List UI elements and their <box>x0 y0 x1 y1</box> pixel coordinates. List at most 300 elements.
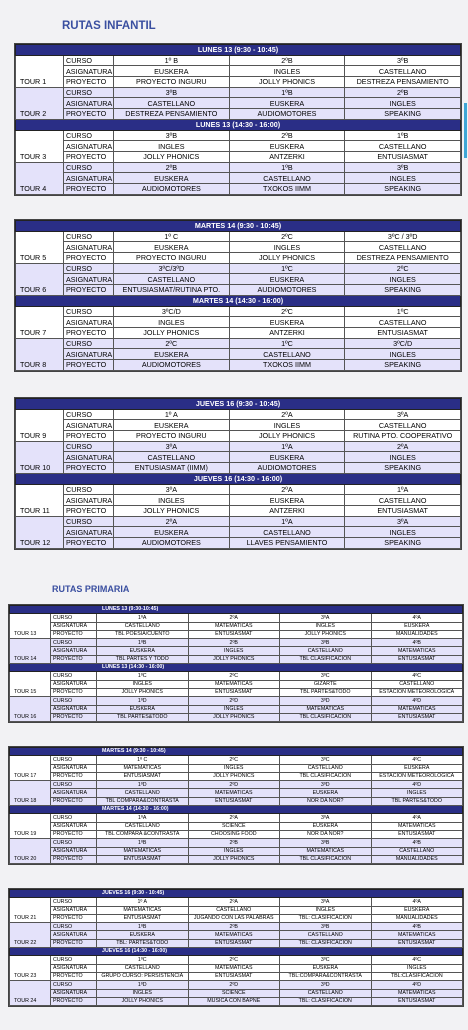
row-label: ASIGNATURA <box>64 452 114 463</box>
table-cell: ENTUSIASMAT <box>371 997 463 1005</box>
table-row <box>16 409 461 420</box>
row-label: CURSO <box>51 923 97 931</box>
table-cell: 2ºB <box>188 639 280 647</box>
tour-label: TOUR 14 <box>10 639 51 664</box>
table-row <box>16 141 461 152</box>
table-cell: EUSKERA <box>114 242 230 253</box>
table-cell: ENTUSIASMAT <box>188 939 280 947</box>
tour-label: TOUR 11 <box>16 484 64 516</box>
table-row <box>16 338 461 349</box>
table-cell: INGLES <box>97 680 189 688</box>
table-cell: PROYECTO INGURU <box>114 77 230 88</box>
table-cell: CASTELLANO <box>345 317 461 328</box>
table-cell: TBL: PARTES&TODO <box>97 939 189 947</box>
table-row <box>16 183 461 194</box>
table-cell: 3ºC / 3ºD <box>345 231 461 242</box>
table-cell: ENTUSIASMAT <box>345 505 461 516</box>
table-row <box>10 756 463 764</box>
tour-label: TOUR 13 <box>10 614 51 639</box>
table-cell: 2ºB <box>229 130 345 141</box>
table-cell: TBL COMPARA&CONTRASTA <box>97 797 189 805</box>
session-header: MARTES 14 (9:30 - 10:45) <box>10 748 463 756</box>
table-cell: 1ºC <box>229 338 345 349</box>
tour-label: TOUR 2 <box>16 87 64 119</box>
table-cell: EUSKERA <box>280 789 372 797</box>
table-row <box>16 359 461 370</box>
table-row <box>16 306 461 317</box>
row-label: CURSO <box>64 516 114 527</box>
tour-label: TOUR 8 <box>16 338 64 370</box>
tour-label: TOUR 18 <box>10 781 51 806</box>
table-cell: 1ºD <box>97 697 189 705</box>
table-cell: 3ºC/D <box>345 338 461 349</box>
table-cell: ENTUSIASMAT <box>371 655 463 663</box>
table-cell: CASTELLANO <box>97 964 189 972</box>
table-cell: MATEMATICAS <box>97 847 189 855</box>
table-cell: CASTELLANO <box>280 989 372 997</box>
table-cell: 1ºB <box>345 130 461 141</box>
table-cell: 2ºA <box>188 898 280 906</box>
table-row <box>10 906 463 914</box>
table-cell: INGLES <box>280 906 372 914</box>
row-label: PROYECTO <box>64 359 114 370</box>
table-cell: NOR DA NOR? <box>280 797 372 805</box>
table-row <box>16 98 461 109</box>
table-cell: 4ºC <box>371 756 463 764</box>
table-cell: 3ºA <box>345 409 461 420</box>
row-label: PROYECTO <box>51 855 97 863</box>
table-cell: MATEMATICAS <box>371 647 463 655</box>
table-cell: 4ºB <box>371 639 463 647</box>
tour-label: TOUR 9 <box>16 409 64 441</box>
table-cell: EUSKERA <box>114 420 230 431</box>
table-cell: MANUALIDADES <box>371 914 463 922</box>
table-cell: 3ºC/3ºD <box>114 263 230 274</box>
table-cell: DESTREZA PENSAMIENTO <box>345 77 461 88</box>
row-label: PROYECTO <box>51 688 97 696</box>
row-label: PROYECTO <box>64 327 114 338</box>
session-header-row <box>10 664 463 672</box>
row-label: ASIGNATURA <box>51 705 97 713</box>
table-cell: ENTUSIASMAT <box>345 327 461 338</box>
table-cell: INGLES <box>345 452 461 463</box>
session-header-row <box>16 399 461 410</box>
tour-label: TOUR 19 <box>10 814 51 839</box>
row-label: CURSO <box>64 263 114 274</box>
session-header: LUNES 13 (9:30 - 10:45) <box>16 45 461 56</box>
table-cell: MATEMATICAS <box>188 680 280 688</box>
tour-label: TOUR 17 <box>10 756 51 781</box>
table-row <box>10 630 463 638</box>
table-cell: 1ºC <box>97 956 189 964</box>
row-label: ASIGNATURA <box>64 242 114 253</box>
table-cell: 1ºC <box>97 672 189 680</box>
table-cell: EUSKERA <box>229 452 345 463</box>
tour-label: TOUR 23 <box>10 956 51 981</box>
table-cell: CASTELLANO <box>280 647 372 655</box>
table-cell: LLAVES PENSAMIENTO <box>229 537 345 548</box>
row-label: PROYECTO <box>64 505 114 516</box>
row-label: PROYECTO <box>51 939 97 947</box>
row-label: CURSO <box>64 130 114 141</box>
session-header: JUEVES 16 (14:30 - 16:00) <box>10 948 463 956</box>
table-cell: AUDIOMOTORES <box>114 359 230 370</box>
table-cell: 4ºD <box>371 697 463 705</box>
table-row <box>16 495 461 506</box>
table-row <box>16 55 461 66</box>
row-label: CURSO <box>51 614 97 622</box>
table-cell: JOLLY PHONICS <box>229 77 345 88</box>
table-cell: 2ºB <box>188 839 280 847</box>
session-header-row <box>16 119 461 130</box>
session-header: JUEVES 16 (14:30 - 16:00) <box>16 473 461 484</box>
table-cell: JOLLY PHONICS <box>97 997 189 1005</box>
table-row <box>16 253 461 264</box>
table-cell: 1º A <box>114 409 230 420</box>
table-row <box>16 463 461 474</box>
tour-label: TOUR 16 <box>10 697 51 722</box>
table-cell: NOR DA NOR? <box>280 830 372 838</box>
table-cell: EUSKERA <box>97 705 189 713</box>
row-label: PROYECTO <box>64 77 114 88</box>
schedule-table <box>9 605 463 722</box>
table-cell: MATEMATICAS <box>188 964 280 972</box>
tour-label: TOUR 7 <box>16 306 64 338</box>
row-label: PROYECTO <box>51 914 97 922</box>
row-label: PROYECTO <box>64 109 114 120</box>
table-cell: EUSKERA <box>114 349 230 360</box>
table-cell: 2ºA <box>188 614 280 622</box>
table-cell: CASTELLANO <box>229 349 345 360</box>
row-label: CURSO <box>64 162 114 173</box>
table-cell: 3ºA <box>114 441 230 452</box>
table-cell: EUSKERA <box>371 622 463 630</box>
table-cell: MATEMATICAS <box>371 989 463 997</box>
table-cell: MATEMATICAS <box>97 764 189 772</box>
table-row <box>16 242 461 253</box>
session-header: JUEVES 16 (9:30 - 10:45) <box>16 399 461 410</box>
primaria-day-block <box>8 746 464 865</box>
table-cell: JOLLY PHONICS <box>188 855 280 863</box>
row-label: ASIGNATURA <box>51 789 97 797</box>
table-cell: INGLES <box>345 98 461 109</box>
table-cell: MÚSICA CON BAPNE <box>188 997 280 1005</box>
table-cell: INGLES <box>188 705 280 713</box>
table-cell: EUSKERA <box>229 317 345 328</box>
row-label: CURSO <box>51 898 97 906</box>
table-row <box>10 822 463 830</box>
table-row <box>10 655 463 663</box>
row-label: CURSO <box>64 87 114 98</box>
table-cell: TBL: CLASIFICACIÓN <box>280 939 372 947</box>
table-cell: AUDIOMOTORES <box>229 109 345 120</box>
row-label: ASIGNATURA <box>51 847 97 855</box>
table-cell: JOLLY PHONICS <box>280 630 372 638</box>
table-row <box>10 789 463 797</box>
table-row <box>10 923 463 931</box>
table-cell: ENTUSIASMAT <box>345 151 461 162</box>
row-label: CURSO <box>64 306 114 317</box>
table-cell: ANTZERKI <box>229 327 345 338</box>
table-cell: ANTZERKI <box>229 505 345 516</box>
row-label: ASIGNATURA <box>51 931 97 939</box>
table-cell: TBL:COMPARA&CONTRASTA <box>280 972 372 980</box>
table-cell: INGLES <box>114 141 230 152</box>
table-cell: EUSKERA <box>114 527 230 538</box>
row-label: ASIGNATURA <box>64 495 114 506</box>
table-cell: 4ºD <box>371 781 463 789</box>
table-cell: 1ºB <box>229 87 345 98</box>
table-cell: JOLLY PHONICS <box>188 772 280 780</box>
table-cell: 1ºA <box>345 484 461 495</box>
table-cell: 3ºA <box>280 614 372 622</box>
infantil-day-block <box>14 219 462 372</box>
table-row <box>16 77 461 88</box>
table-row <box>10 647 463 655</box>
table-cell: 4ºA <box>371 898 463 906</box>
table-cell: EUSKERA <box>229 98 345 109</box>
tour-label: TOUR 4 <box>16 162 64 194</box>
row-label: PROYECTO <box>64 463 114 474</box>
session-header: LUNES 13 (9:30-10:45) <box>10 606 463 614</box>
schedule-table <box>9 747 463 864</box>
table-cell: TBL PARTES&TODO <box>280 688 372 696</box>
table-row <box>16 274 461 285</box>
table-cell: 4ºC <box>371 956 463 964</box>
primaria-title: RUTAS PRIMARIA <box>52 584 130 594</box>
table-row <box>10 981 463 989</box>
table-cell: 1ºB <box>97 923 189 931</box>
session-header-row <box>16 473 461 484</box>
row-label: CURSO <box>51 697 97 705</box>
session-header-row <box>10 606 463 614</box>
row-label: ASIGNATURA <box>51 964 97 972</box>
table-cell: 2ºC <box>188 956 280 964</box>
table-row <box>16 151 461 162</box>
row-label: ASIGNATURA <box>64 317 114 328</box>
table-row <box>10 705 463 713</box>
table-cell: 3ºB <box>114 87 230 98</box>
tour-label: TOUR 21 <box>10 898 51 923</box>
table-cell: 3ºD <box>280 781 372 789</box>
infantil-day-block <box>14 43 462 196</box>
table-cell: 3ºA <box>345 516 461 527</box>
primaria-day-block <box>8 604 464 723</box>
table-cell: 4ºC <box>371 672 463 680</box>
table-row <box>10 830 463 838</box>
table-row <box>16 130 461 141</box>
table-cell: SPEAKING <box>345 463 461 474</box>
table-cell: INGLES <box>229 66 345 77</box>
table-cell: TBL POESIA/CUENTO <box>97 630 189 638</box>
table-cell: CASTELLANO <box>229 173 345 184</box>
table-cell: CASTELLANO <box>371 847 463 855</box>
table-cell: 3ºB <box>345 162 461 173</box>
table-cell: 2ºA <box>345 441 461 452</box>
table-cell: CASTELLANO <box>280 931 372 939</box>
table-cell: PROYECTO INGURU <box>114 253 230 264</box>
primaria-day-block <box>8 888 464 1007</box>
table-cell: MATEMATICAS <box>188 931 280 939</box>
row-label: ASIGNATURA <box>51 622 97 630</box>
table-cell: DESTREZA PENSAMIENTO <box>114 109 230 120</box>
table-cell: TBL CLASIFICACIÓN <box>280 772 372 780</box>
row-label: PROYECTO <box>64 537 114 548</box>
row-label: PROYECTO <box>51 655 97 663</box>
table-cell: 4ºD <box>371 981 463 989</box>
table-cell: 3ºC <box>280 672 372 680</box>
table-cell: EUSKERA <box>371 906 463 914</box>
session-header-row <box>10 890 463 898</box>
table-cell: JOLLY PHONICS <box>188 713 280 721</box>
table-cell: 2ºC <box>188 672 280 680</box>
table-cell: INGLES <box>114 317 230 328</box>
row-label: PROYECTO <box>51 713 97 721</box>
session-header-row <box>10 806 463 814</box>
table-cell: TXOKOS IIMM <box>229 359 345 370</box>
table-cell: ESTACIÓN METEOROLÓGICA <box>371 688 463 696</box>
table-cell: EUSKERA <box>280 822 372 830</box>
table-cell: CASTELLANO <box>280 764 372 772</box>
table-cell: EUSKERA <box>229 141 345 152</box>
scroll-accent-bar <box>464 103 467 158</box>
table-cell: TBL: CLASIFICACIÓN <box>280 914 372 922</box>
table-cell: ENTUSIASMAT <box>188 630 280 638</box>
table-cell: AUDIOMOTORES <box>114 183 230 194</box>
table-cell: 2ºD <box>188 781 280 789</box>
row-label: CURSO <box>64 231 114 242</box>
table-cell: EUSKERA <box>114 173 230 184</box>
table-cell: GRUPO CURSO: PERSISTENCIA <box>97 972 189 980</box>
table-cell: MATEMATICAS <box>280 847 372 855</box>
table-row <box>10 680 463 688</box>
row-label: CURSO <box>64 338 114 349</box>
table-cell: 4ºB <box>371 839 463 847</box>
table-cell: CASTELLANO <box>345 242 461 253</box>
table-cell: INGLES <box>345 274 461 285</box>
table-cell: JOLLY PHONICS <box>114 505 230 516</box>
table-cell: 1ºD <box>97 981 189 989</box>
table-cell: EUSKERA <box>114 66 230 77</box>
table-cell: JOLLY PHONICS <box>114 327 230 338</box>
table-row <box>16 516 461 527</box>
table-cell: INGLES <box>188 847 280 855</box>
table-cell: ENTUSIASMAT <box>371 713 463 721</box>
schedule-table <box>15 398 461 549</box>
table-row <box>16 452 461 463</box>
table-row <box>10 931 463 939</box>
table-cell: 3ºB <box>280 839 372 847</box>
table-cell: 1ºC <box>229 263 345 274</box>
table-cell: ENTUSIASMAT <box>97 914 189 922</box>
table-row <box>10 972 463 980</box>
session-header: MARTES 14 (14:30 - 16:00) <box>16 295 461 306</box>
table-cell: TXOKOS IIMM <box>229 183 345 194</box>
row-label: ASIGNATURA <box>51 647 97 655</box>
row-label: PROYECTO <box>51 997 97 1005</box>
table-cell: INGLES <box>345 173 461 184</box>
table-row <box>16 327 461 338</box>
table-cell: SPEAKING <box>345 359 461 370</box>
table-cell: EUSKERA <box>229 274 345 285</box>
table-cell: MATEMATICAS <box>371 705 463 713</box>
table-cell: SCIENCE <box>188 989 280 997</box>
row-label: PROYECTO <box>64 253 114 264</box>
table-cell: SPEAKING <box>345 537 461 548</box>
table-row <box>10 914 463 922</box>
table-cell: 3ºB <box>345 55 461 66</box>
row-label: ASIGNATURA <box>64 98 114 109</box>
row-label: PROYECTO <box>51 797 97 805</box>
table-row <box>16 527 461 538</box>
table-cell: GIZARTE <box>280 680 372 688</box>
schedule-table <box>15 44 461 195</box>
table-cell: CHOOSING FOOD <box>188 830 280 838</box>
row-label: ASIGNATURA <box>51 906 97 914</box>
table-cell: INGLES <box>371 964 463 972</box>
table-row <box>16 484 461 495</box>
table-cell: 3ºC <box>280 756 372 764</box>
row-label: PROYECTO <box>64 183 114 194</box>
tour-label: TOUR 5 <box>16 231 64 263</box>
table-row <box>10 713 463 721</box>
table-cell: ENTUSIASMAT <box>97 855 189 863</box>
table-cell: CASTELLANO <box>114 452 230 463</box>
infantil-day-block <box>14 397 462 550</box>
tour-label: TOUR 6 <box>16 263 64 295</box>
table-cell: ENTUSIASMAT <box>97 772 189 780</box>
tour-label: TOUR 3 <box>16 130 64 162</box>
row-label: ASIGNATURA <box>64 527 114 538</box>
table-cell: 2ºB <box>229 55 345 66</box>
table-cell: 3ºD <box>280 981 372 989</box>
table-cell: MATEMATICAS <box>280 705 372 713</box>
schedule-table <box>15 220 461 371</box>
table-cell: TBL: CLASIFICACIÓN <box>280 997 372 1005</box>
tour-label: TOUR 12 <box>16 516 64 548</box>
table-cell: 3ºB <box>280 639 372 647</box>
table-cell: INGLES <box>97 989 189 997</box>
table-row <box>16 66 461 77</box>
table-cell: TBL PARTES&TODO <box>371 797 463 805</box>
table-cell: INGLES <box>188 764 280 772</box>
row-label: PROYECTO <box>64 431 114 442</box>
table-cell: INGLES <box>280 622 372 630</box>
tour-label: TOUR 22 <box>10 923 51 948</box>
table-cell: CASTELLANO <box>114 98 230 109</box>
table-cell: EUSKERA <box>97 647 189 655</box>
table-cell: 2ºC <box>188 756 280 764</box>
table-cell: 3ºB <box>280 923 372 931</box>
table-cell: 2ºC <box>114 338 230 349</box>
table-row <box>16 420 461 431</box>
table-cell: TBL PARTES Y TODO <box>97 655 189 663</box>
session-header: MARTES 14 (14:30 - 16:00) <box>10 806 463 814</box>
table-row <box>10 764 463 772</box>
table-cell: 1ºA <box>97 614 189 622</box>
table-cell: 3ºB <box>114 130 230 141</box>
table-cell: 1º B <box>114 55 230 66</box>
table-row <box>16 263 461 274</box>
table-cell: CASTELLANO <box>114 274 230 285</box>
table-row <box>16 441 461 452</box>
row-label: CURSO <box>51 781 97 789</box>
table-cell: 1º C <box>97 756 189 764</box>
table-cell: TBL CLASIFICACIÓN <box>280 855 372 863</box>
table-cell: CASTELLANO <box>345 420 461 431</box>
table-cell: 4ºA <box>371 814 463 822</box>
table-cell: 1ºA <box>229 441 345 452</box>
